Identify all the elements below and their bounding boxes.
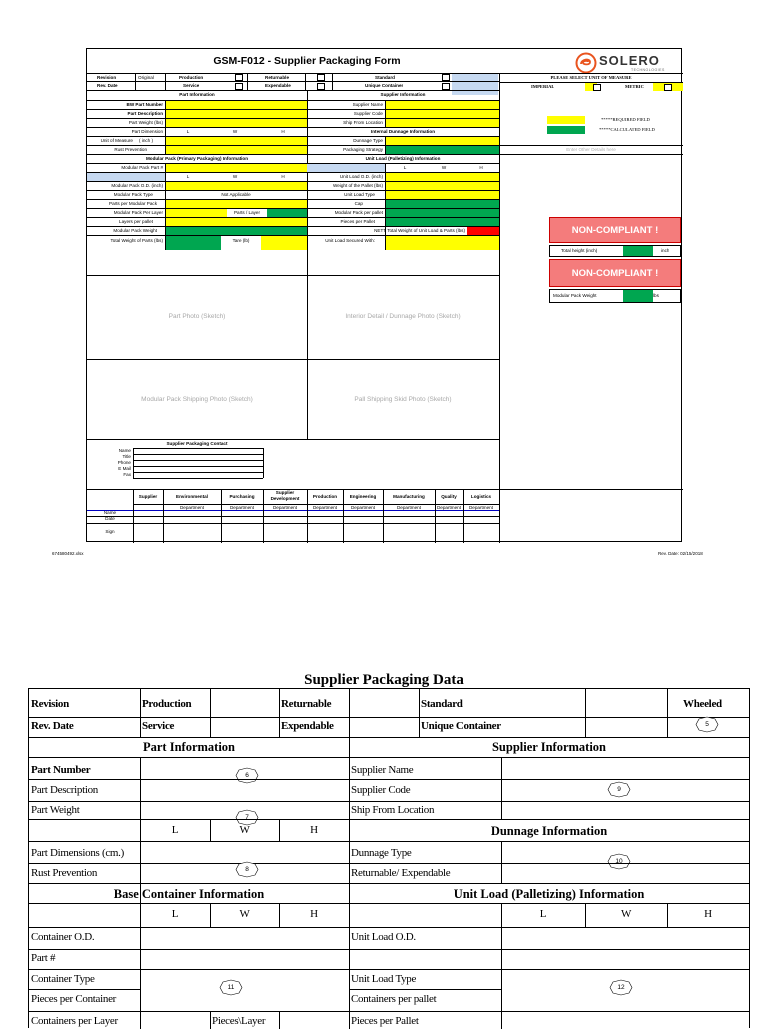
ds-container-w: W (239, 908, 250, 920)
supplier-code-label: Supplier Code (353, 111, 383, 116)
pack-weight-label: Modular Pack Weight (113, 228, 157, 233)
unit-of-measure-label: Unit of Measure (100, 138, 133, 143)
standard-checkbox[interactable] (442, 74, 450, 81)
calculated-legend: *****CALCULATED FIELD (599, 127, 655, 132)
standard-label: Standard (375, 75, 395, 80)
ds-wheeled: Wheeled (683, 698, 722, 710)
modular-od-h[interactable] (259, 182, 307, 190)
sign-row-date: Date (105, 516, 115, 521)
non-compliant-banner-1: NON-COMPLIANT ! (549, 217, 681, 243)
metric-checkbox[interactable] (664, 84, 672, 91)
part-photo-placeholder[interactable]: Part Photo (Sketch) (168, 313, 226, 320)
callout-9: 9 (605, 781, 633, 798)
expendable-label: Expendable (265, 83, 291, 88)
cap-field (385, 200, 499, 208)
packaging-strategy-label: Packaging Strategy (343, 147, 383, 152)
ds-rev-date: Rev. Date (31, 720, 74, 732)
part-dimension-label: Part Dimension (131, 129, 163, 134)
dunnage-header: Internal Dunnage Information (370, 129, 436, 134)
tare-label: Tare (lb) (232, 238, 250, 243)
callout-8: 8 (233, 861, 261, 878)
other-details-field[interactable]: Enter Other Details here (566, 147, 616, 152)
service-label: Service (183, 83, 200, 88)
ds-part-h: H (310, 824, 318, 836)
rev-date-label: Rev. Date (97, 83, 118, 88)
data-sheet-title: Supplier Packaging Data (304, 672, 464, 688)
pieces-per-pallet-label: Pieces per Pallet (340, 219, 375, 224)
parts-layer-label: Parts / Layer (233, 210, 261, 215)
interior-photo-placeholder[interactable]: Interior Detail / Dunnage Photo (Sketch) (345, 313, 461, 320)
supplier-packaging-data-table (28, 688, 750, 1028)
dunnage-type-label: Dunnage Type (353, 138, 383, 143)
dept-production: Production (312, 494, 338, 499)
unique-container-label: Unique Container (365, 83, 404, 88)
cap-label: Cap (354, 201, 363, 206)
file-name: 674580492.xlsx (52, 551, 84, 556)
returnable-checkbox[interactable] (317, 74, 325, 81)
unique-container-checkbox[interactable] (442, 83, 450, 90)
rust-prevention-label: Rust Prevention (114, 147, 147, 152)
ds-production: Production (142, 698, 192, 710)
unit-load-blue (307, 164, 385, 172)
ds-revision: Revision (31, 698, 69, 710)
part-info-header: Part Information (179, 92, 215, 97)
dept-label-8: Department (468, 505, 493, 510)
callout-11: 11 (217, 979, 245, 996)
ds-supplier-code: Supplier Code (351, 784, 411, 796)
ds-supplier-info-header: Supplier Information (491, 740, 607, 754)
solero-logo (575, 52, 680, 74)
modular-pack-weight-label: Modular Pack Weight (553, 293, 597, 298)
callout-12: 12 (607, 979, 635, 996)
total-height-field (623, 246, 653, 256)
dept-label-2: Department (229, 505, 254, 510)
contact-header: Supplier Packaging Contact (166, 441, 228, 446)
imperial-checkbox[interactable] (593, 84, 601, 91)
ds-part-description: Part Description (31, 784, 98, 796)
dept-engineering: Engineering (349, 494, 377, 499)
modular-pack-weight-field (623, 290, 653, 302)
dept-label-4: Department (312, 505, 337, 510)
ds-part-weight: Part Weight (31, 804, 80, 816)
contact-email-label: E Mail (118, 466, 131, 471)
unit-load-od-label: Unit Load O.D. (inch) (339, 174, 383, 179)
ds-supplier-name: Supplier Name (351, 764, 414, 776)
ds-pieces-layer: Pieces\Layer (212, 1015, 266, 1027)
modular-part-no-field[interactable] (165, 164, 307, 172)
dunnage-type-field[interactable] (385, 137, 499, 145)
ship-from-field[interactable] (385, 119, 499, 127)
ds-returnable: Returnable (281, 698, 332, 710)
ds-part-hash: Part # (31, 952, 56, 964)
part-description-field[interactable] (165, 110, 307, 118)
logo-subtext: TECHNOLOGIES (631, 68, 665, 72)
dept-label-5: Department (350, 505, 375, 510)
ds-ship-from: Ship From Location (351, 804, 435, 816)
unit-load-type-label: Unit Load Type (344, 192, 375, 197)
non-compliant-banner-2: NON-COMPLIANT ! (549, 259, 681, 287)
unit-load-dim-w: W (441, 165, 447, 170)
part-description-label: Part Description (127, 111, 163, 116)
total-weight-parts-label: Total Weight of Parts (lbs) (110, 238, 163, 243)
total-height-unit: inch (661, 248, 670, 253)
ds-containers-per-layer: Containers per Layer (31, 1015, 118, 1027)
revision-value: Original (138, 75, 154, 80)
pack-weight-field (165, 227, 307, 235)
part-weight-field[interactable] (165, 119, 307, 127)
expendable-checkbox[interactable] (317, 83, 325, 90)
ds-containers-per-pallet: Containers per pallet (351, 993, 437, 1005)
pack-per-pallet-label: Modular Pack per pallet (334, 210, 383, 215)
modular-pack-weight-unit: lbs (653, 293, 659, 298)
dim-l-field[interactable] (165, 137, 211, 145)
parts-per-pack-label: Parts per Modular Pack (109, 201, 157, 206)
ds-part-l: L (171, 824, 179, 836)
nett-weight-field (467, 227, 499, 235)
ds-unit-l: L (539, 908, 547, 920)
ds-container-l: L (171, 908, 179, 920)
supplier-name-label: Supplier Name (352, 102, 383, 107)
contact-name-label: Name (118, 448, 131, 453)
dept-supplier-development: Supplier Development (270, 490, 300, 501)
ds-part-w: W (239, 824, 250, 836)
unit-load-od-h[interactable] (463, 173, 499, 181)
callout-7: 7 (233, 809, 261, 826)
dept-label-6: Department (396, 505, 421, 510)
modular-type-value[interactable]: Not Applicable (221, 192, 251, 197)
dept-label-7: Department (436, 505, 461, 510)
ds-dunnage-header: Dunnage Information (490, 824, 608, 838)
unit-load-od-w[interactable] (425, 173, 463, 181)
pieces-per-pallet-field (385, 218, 499, 226)
dept-purchasing: Purchasing (229, 494, 255, 499)
dim-h-field[interactable] (259, 137, 307, 145)
unit-load-header: Unit Load (Palletizing) Information (365, 156, 441, 161)
ds-unit-h: H (704, 908, 712, 920)
unit-load-dim-h: H (479, 165, 483, 170)
layers-per-pallet-field[interactable] (165, 218, 307, 226)
modular-header: Modular Pack (Primary Packaging) Information (145, 156, 249, 161)
ds-dunnage-type: Dunnage Type (351, 847, 412, 859)
solero-logo-icon (575, 52, 597, 74)
required-legend: *****REQUIRED FIELD (601, 117, 650, 122)
contact-phone-label: Phone (117, 460, 131, 465)
bw-part-number-field[interactable] (165, 101, 307, 109)
secured-with-field[interactable] (385, 236, 499, 250)
production-label: Production (179, 75, 204, 80)
modular-od-label: Modular Pack O.D. (inch) (111, 183, 163, 188)
footer-rev-date: Rev. Date: 02/15/2018 (658, 551, 703, 556)
ds-unique-container: Unique Container (421, 720, 501, 732)
modular-od-l[interactable] (165, 182, 211, 190)
ds-container-h: H (310, 908, 318, 920)
modular-dim-w: W (232, 174, 238, 179)
ds-pieces-per-pallet: Pieces per Pallet (351, 1015, 419, 1027)
dept-environmental: Environmental (176, 494, 208, 499)
ds-container-od: Container O.D. (31, 931, 95, 943)
ds-container-type: Container Type (31, 973, 95, 985)
pallet-weight-label: Weight of the Pallet (lbs) (333, 183, 383, 188)
ds-pieces-per-container: Pieces per Container (31, 993, 117, 1005)
imperial-label: IMPERIAL (531, 84, 555, 89)
modular-dim-blue (87, 173, 165, 181)
ds-unit-load-od: Unit Load O.D. (351, 931, 416, 943)
parts-per-pack-field[interactable] (165, 200, 307, 208)
ds-base-container-header: Base Container Information (113, 887, 265, 901)
callout-10: 10 (605, 853, 633, 870)
callout-6: 6 (233, 767, 261, 784)
required-legend-swatch (547, 116, 585, 124)
bw-part-number-label: BW Part Number (126, 102, 163, 107)
dept-quality: Quality (441, 494, 457, 499)
pallet-weight-field[interactable] (385, 182, 499, 190)
callout-5: 5 (693, 716, 721, 733)
pallet-photo-placeholder[interactable]: Pall Shipping Skid Photo (Sketch) (354, 396, 452, 403)
ds-standard: Standard (421, 698, 463, 710)
service-checkbox[interactable] (235, 83, 243, 90)
modular-type-label: Modular Pack Type (113, 192, 153, 197)
unit-load-dim-l: L (403, 165, 407, 170)
supplier-code-field[interactable] (385, 110, 499, 118)
ship-from-label: Ship From Location (343, 120, 383, 125)
contact-fax-label: Fax (123, 472, 131, 477)
logo-text: SOLERO (599, 53, 660, 68)
ds-expendable: Expendable (281, 720, 334, 732)
modular-dim-h: H (281, 174, 285, 179)
rust-prevention-field[interactable] (165, 146, 307, 154)
returnable-label: Returnable (265, 75, 289, 80)
part-dim-h: H (281, 129, 285, 134)
dim-w-field[interactable] (211, 137, 259, 145)
metric-label: METRIC (625, 84, 644, 89)
layers-per-pallet-label: Layers per pallet (119, 219, 153, 224)
ds-unit-load-type: Unit Load Type (351, 973, 417, 985)
unit-prompt: PLEASE SELECT UNIT OF MEASURE (550, 75, 632, 80)
supplier-name-field[interactable] (385, 101, 499, 109)
sign-row-name: Name (103, 510, 117, 515)
dept-manufacturing: Manufacturing (393, 494, 425, 499)
part-weight-label: Part Weight (lbs) (128, 120, 163, 125)
ds-part-number: Part Number (31, 764, 91, 776)
part-dim-w: W (232, 129, 238, 134)
modular-part-no-label: Modular Pack Part # (121, 165, 163, 170)
packaging-strategy-field (385, 146, 499, 154)
pack-per-layer-label: Modular Pack Per Layer (113, 210, 163, 215)
unit-load-type-field[interactable] (385, 191, 499, 199)
ds-returnable-expendable: Returnable/ Expendable (351, 867, 451, 879)
parts-layer-field (267, 209, 307, 217)
ds-part-info-header: Part Information (143, 740, 235, 754)
modular-dim-l: L (186, 174, 190, 179)
modular-od-w[interactable] (211, 182, 259, 190)
dept-logistics: Logistics (470, 494, 492, 499)
ds-unit-w: W (620, 908, 632, 920)
dept-supplier: Supplier (138, 494, 158, 499)
pack-per-pallet-field (385, 209, 499, 217)
pack-per-layer-field[interactable] (165, 209, 227, 217)
total-weight-parts-field (165, 236, 221, 250)
total-height-label: Total height (inch) (561, 248, 598, 253)
calculated-legend-swatch (547, 126, 585, 134)
modular-photo-placeholder[interactable]: Modular Pack Shipping Photo (Sketch) (141, 396, 253, 403)
ds-service: Service (142, 720, 175, 732)
production-checkbox[interactable] (235, 74, 243, 81)
tare-field[interactable] (261, 236, 307, 250)
secured-with-label: Unit Load Secured With: (325, 238, 375, 243)
unit-load-od-l[interactable] (385, 173, 425, 181)
ds-unit-load-header: Unit Load (Palletizing) Information (453, 887, 645, 901)
dept-label-3: Department (272, 505, 297, 510)
supplier-packaging-form (86, 48, 682, 542)
supplier-info-header: Supplier Information (380, 92, 426, 97)
sign-row-sign: Sign (105, 529, 115, 534)
revision-label: Revision (97, 75, 117, 80)
form-title: GSM-F012 - Supplier Packaging Form (213, 55, 401, 67)
nett-weight-label: NETT Total Weight of Unit Load & Parts (lbs) (374, 228, 465, 233)
contact-title-label: Title (122, 454, 131, 459)
dept-label-1: Department (179, 505, 204, 510)
ds-part-dimensions: Part Dimensions (cm.) (31, 847, 124, 859)
part-dim-l: L (186, 129, 190, 134)
ds-rust-prevention: Rust Prevention (31, 867, 98, 879)
unit-value: ( inch ) (139, 138, 154, 143)
